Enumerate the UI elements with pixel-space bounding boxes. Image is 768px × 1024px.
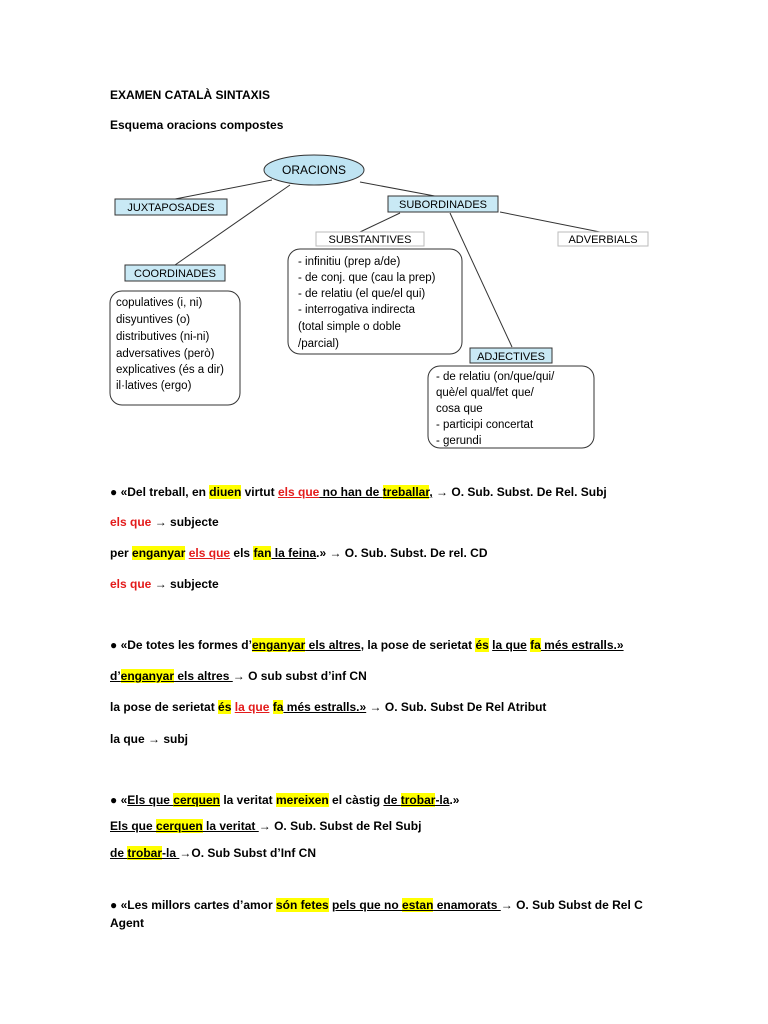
juxtaposades-label: JUXTAPOSADES [127,202,215,214]
link-sub-substantives [360,213,400,232]
link-root-juxtaposades [170,180,272,200]
example-3-a: Els que cerquen la veritat → O. Sub. Subst de Rel Subj [110,819,422,833]
adj-item: - participi concertat [436,419,534,431]
example-2-c: la que → subj [110,732,189,746]
coord-item: explicatives (és a dir) [116,364,225,376]
adj-item: - gerundi [436,435,482,447]
coord-item: adversatives (però) [116,348,215,360]
adverbials-label: ADVERBIALS [568,234,638,246]
subst-item: - de relatiu (el que/el qui) [298,288,426,300]
page-subtitle: Esquema oracions compostes [110,118,284,132]
example-2: ● «De totes les formes d’enganyar els altres, la pose de serietat és la que fa més estralls.» [110,638,624,652]
example-3-b: de trobar-la →O. Sub Subst d’Inf CN [110,846,317,860]
page-title: EXAMEN CATALÀ SINTAXIS [110,88,271,102]
substantives-label: SUBSTANTIVES [328,234,412,246]
example-1: ● «Del treball, en diuen virtut els que no han de treballar, → O. Sub. Subst. De Rel. Subj [110,485,607,499]
example-4: ● «Les millors cartes d’amor són fetes pels que no estan enamorats → O. Sub Subst de Rel C [110,898,643,912]
coord-item: disyuntives (o) [116,314,191,326]
subst-item: - de conj. que (cau la prep) [298,272,436,284]
link-sub-adverbials [500,212,600,232]
coordinades-label: COORDINADES [134,268,216,280]
example-2-a: d’enganyar els altres → O sub subst d’inf CN [110,669,367,683]
adj-item: cosa que [436,403,483,415]
example-4-cont: Agent [110,916,144,930]
example-1-a: els que → subjecte [110,515,219,529]
adj-item: - de relatiu (on/que/qui/ [436,371,555,383]
example-1-c: els que → subjecte [110,577,219,591]
bullet: ● [110,485,118,499]
subst-item: (total simple o doble [298,321,401,333]
subordinades-label: SUBORDINADES [398,199,488,211]
bullet: ● [110,898,118,912]
link-root-coordinades [175,185,290,265]
bullet: ● [110,638,118,652]
subst-item: - infinitiu (prep a/de) [298,256,401,268]
adjectives-label: ADJECTIVES [477,351,545,363]
bullet: ● [110,793,118,807]
subst-item: /parcial) [298,338,339,350]
syntax-diagram [0,0,768,460]
coord-item: distributives (ni-ni) [116,331,210,343]
coord-item: il·latives (ergo) [116,380,192,392]
link-root-subordinades [360,182,440,197]
adj-item: què/el qual/fet que/ [436,387,534,399]
example-2-b: la pose de serietat és la que fa més estralls.» → O. Sub. Subst De Rel Atribut [110,700,547,714]
oracions-label: ORACIONS [281,163,347,177]
example-3: ● «Els que cerquen la veritat mereixen el càstig de trobar-la.» [110,793,460,807]
coord-item: copulatives (i, ni) [116,297,203,309]
example-1-b: per enganyar els que els fan la feina.» → O. Sub. Subst. De rel. CD [110,546,488,560]
subst-item: - interrogativa indirecta [298,304,415,316]
